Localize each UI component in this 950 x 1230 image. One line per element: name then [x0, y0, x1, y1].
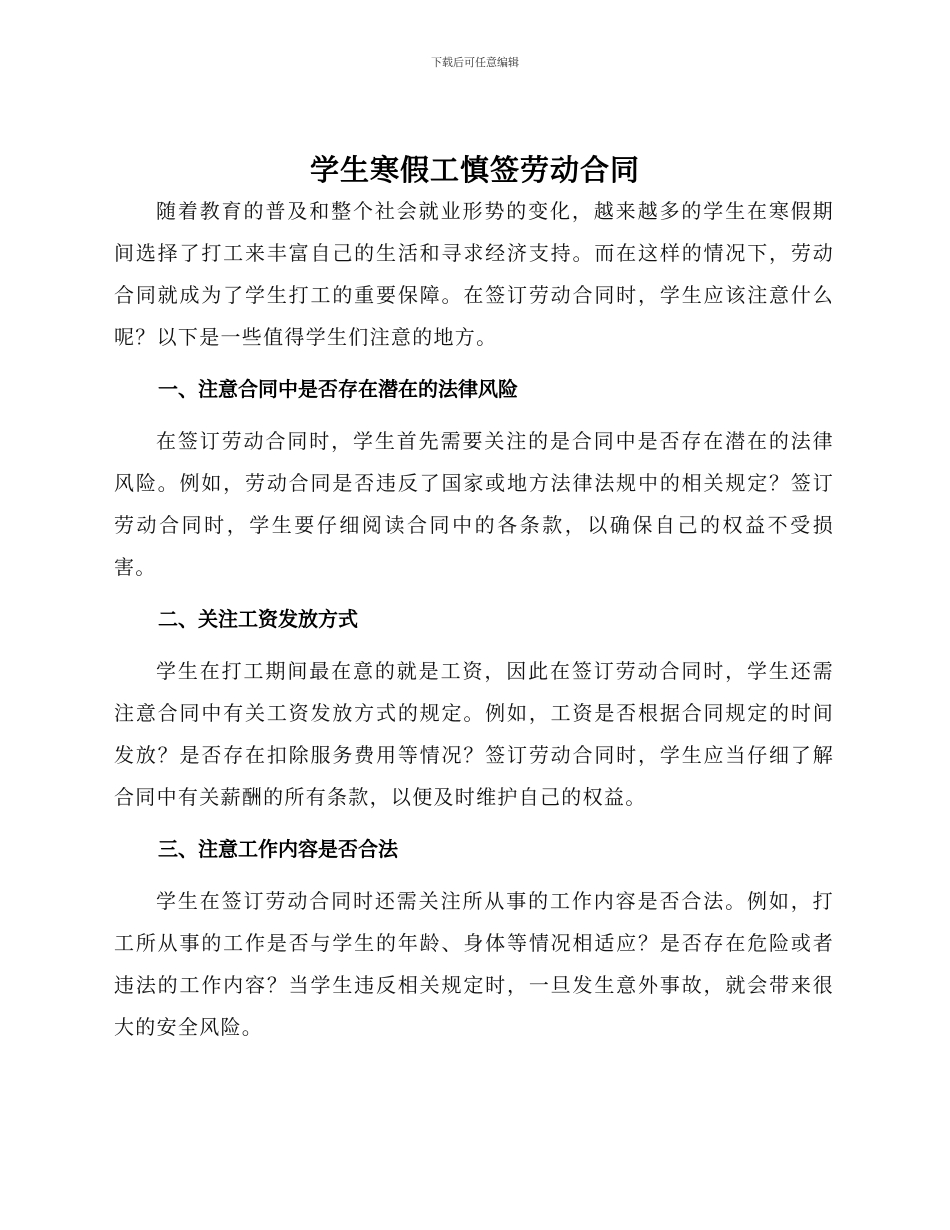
document-title: 学生寒假工慎签劳动合同	[309, 153, 640, 187]
section-heading-2: 二、关注工资发放方式	[158, 607, 358, 631]
intro-paragraph: 随着教育的普及和整个社会就业形势的变化，越来越多的学生在寒假期间选择了打工来丰富自己的生活和寻求经济支持。而在这样的情况下，劳动合同就成为了学生打工的重要保障。在签订劳动合同时，学生应该注意什么呢？以下是一些值得学生们注意的地方。	[114, 199, 834, 349]
section-heading-3: 三、注意工作内容是否合法	[158, 837, 398, 861]
section-body-1: 在签订劳动合同时，学生首先需要关注的是合同中是否存在潜在的法律风险。例如，劳动合同是否违反了国家或地方法律法规中的相关规定？签订劳动合同时，学生要仔细阅读合同中的各条款，以确保自己的权益不受损害。	[114, 429, 834, 579]
section-heading-1: 一、注意合同中是否存在潜在的法律风险	[158, 377, 518, 401]
section-body-3: 学生在签订劳动合同时还需关注所从事的工作内容是否合法。例如，打工所从事的工作是否与学生的年龄、身体等情况相适应？是否存在危险或者违法的工作内容？当学生违反相关规定时，一旦发生意外事故，就会带来很大的安全风险。	[114, 889, 834, 1039]
section-body-2: 学生在打工期间最在意的就是工资，因此在签订劳动合同时，学生还需注意合同中有关工资发放方式的规定。例如，工资是否根据合同规定的时间发放？是否存在扣除服务费用等情况？签订劳动合同时，学生应当仔细了解合同中有关薪酬的所有条款，以便及时维护自己的权益。	[114, 659, 834, 809]
document-body	[114, 190, 834, 1048]
header-note: 下载后可任意编辑	[431, 56, 519, 69]
